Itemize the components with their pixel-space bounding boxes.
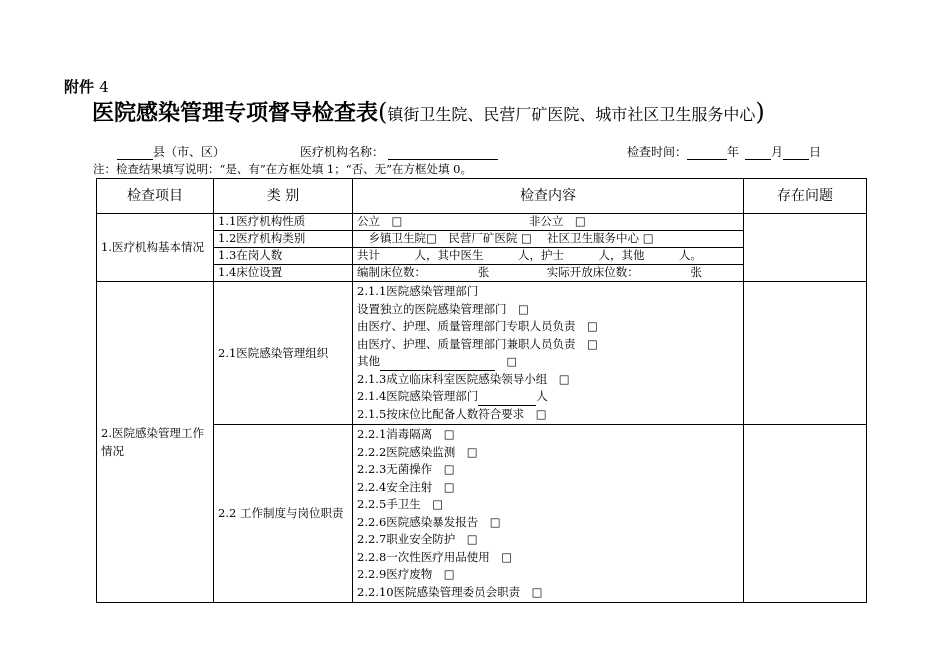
table-row bbox=[97, 282, 867, 425]
institution-field bbox=[300, 143, 498, 160]
issues-cell[interactable] bbox=[744, 425, 867, 603]
day-label: 日 bbox=[809, 145, 822, 159]
attachment-number: 4 bbox=[99, 78, 109, 96]
content-cell bbox=[353, 282, 744, 425]
date-field bbox=[627, 143, 821, 160]
content-line[interactable]: 2.2.5手卫生 □ bbox=[357, 497, 444, 511]
staff-label: 2.1.4医院感染管理部门 bbox=[357, 389, 479, 403]
attachment-label: 附件 4 bbox=[64, 78, 109, 96]
content-cell[interactable]: 乡镇卫生院□ 民营厂矿医院 □ 社区卫生服务中心 □ bbox=[353, 231, 744, 248]
content-line[interactable]: 2.2.7职业安全防护 □ bbox=[357, 532, 478, 546]
category-cell: 2.2 工作制度与岗位职责 bbox=[214, 425, 353, 603]
content-line[interactable]: 2.2.8一次性医疗用品使用 □ bbox=[357, 549, 513, 564]
category-cell: 1.1医疗机构性质 bbox=[214, 214, 353, 231]
content-line[interactable]: 由医疗、护理、质量管理部门专职人员负责 □ bbox=[357, 319, 598, 333]
issues-cell[interactable] bbox=[744, 282, 867, 425]
person-unit: 人 bbox=[536, 389, 548, 403]
header-item: 检查项目 bbox=[97, 179, 214, 214]
content-cell[interactable]: 共计 人，其中医生 人，护士 人，其他 人。 bbox=[353, 248, 744, 265]
other-blank[interactable] bbox=[380, 358, 495, 371]
content-line[interactable]: 设置独立的医院感染管理部门 □ bbox=[357, 301, 529, 316]
content-line[interactable]: 2.2.1消毒隔离 □ bbox=[357, 427, 455, 441]
content-line-other bbox=[357, 353, 739, 371]
year-blank[interactable] bbox=[687, 146, 727, 160]
title-paren-close: ) bbox=[755, 98, 765, 126]
institution-label: 医疗机构名称： bbox=[300, 145, 385, 159]
content-line[interactable]: 2.2.3无菌操作 □ bbox=[357, 462, 455, 476]
content-line[interactable]: 2.2.4安全注射 □ bbox=[357, 479, 455, 494]
content-line[interactable]: 由医疗、护理、质量管理部门兼职人员负责 □ bbox=[357, 336, 598, 351]
content-line[interactable]: 2.1.3成立临床科室医院感染领导小组 □ bbox=[357, 371, 570, 386]
header-category: 类 别 bbox=[214, 179, 353, 214]
fill-note: 注：检查结果填写说明：“是、有”在方框处填 1；“否、无”在方框处填 0。 bbox=[93, 162, 472, 176]
category-cell: 2.1医院感染管理组织 bbox=[214, 282, 353, 425]
section2-item: 2.医院感染管理工作情况 bbox=[97, 282, 214, 603]
header-row bbox=[97, 179, 867, 214]
content-cell[interactable]: 编制床位数： 张 实际开放床位数： 张 bbox=[353, 265, 744, 282]
content-line[interactable]: 2.2.10医院感染管理委员会职责 □ bbox=[357, 584, 543, 599]
header-content: 检查内容 bbox=[353, 179, 744, 214]
header-issues: 存在问题 bbox=[744, 179, 867, 214]
content-line[interactable]: 2.2.6医院感染暴发报告 □ bbox=[357, 514, 501, 529]
form-title bbox=[92, 96, 765, 127]
month-blank[interactable] bbox=[745, 146, 771, 160]
content-line[interactable]: 2.1.5按床位比配备人数符合要求 □ bbox=[357, 406, 547, 421]
section1-item: 1.医疗机构基本情况 bbox=[97, 214, 214, 282]
table-row bbox=[97, 214, 867, 231]
inspection-table bbox=[96, 178, 867, 603]
content-line[interactable]: 2.2.9医疗废物 □ bbox=[357, 567, 455, 581]
date-label: 检查时间： bbox=[627, 145, 688, 159]
content-line: 2.1.1医院感染管理部门 bbox=[357, 284, 479, 298]
title-paren-open: ( bbox=[378, 98, 388, 126]
year-label: 年 bbox=[727, 145, 740, 159]
other-label: 其他 bbox=[357, 354, 380, 368]
other-checkbox[interactable]: □ bbox=[506, 355, 517, 368]
county-blank[interactable] bbox=[117, 146, 153, 160]
day-blank[interactable] bbox=[783, 146, 809, 160]
category-cell: 1.3在岗人数 bbox=[214, 248, 353, 265]
title-main: 医院感染管理专项督导检查表 bbox=[92, 101, 379, 126]
category-cell: 1.4床位设置 bbox=[214, 265, 353, 282]
content-cell bbox=[353, 425, 744, 603]
content-cell[interactable]: 公立 □ 非公立 □ bbox=[353, 214, 744, 231]
section1-issues-cell[interactable] bbox=[744, 214, 867, 282]
category-cell: 1.2医疗机构类别 bbox=[214, 231, 353, 248]
month-label: 月 bbox=[771, 145, 784, 159]
content-line[interactable]: 2.2.2医院感染监测 □ bbox=[357, 444, 478, 459]
title-subtitle: 镇街卫生院、民营厂矿医院、城市社区卫生服务中心 bbox=[387, 105, 756, 124]
institution-blank[interactable] bbox=[388, 146, 498, 160]
county-label: 县（市、区） bbox=[153, 145, 226, 159]
content-line-staff bbox=[357, 388, 739, 406]
county-field bbox=[117, 143, 225, 160]
staff-blank[interactable] bbox=[478, 393, 536, 406]
